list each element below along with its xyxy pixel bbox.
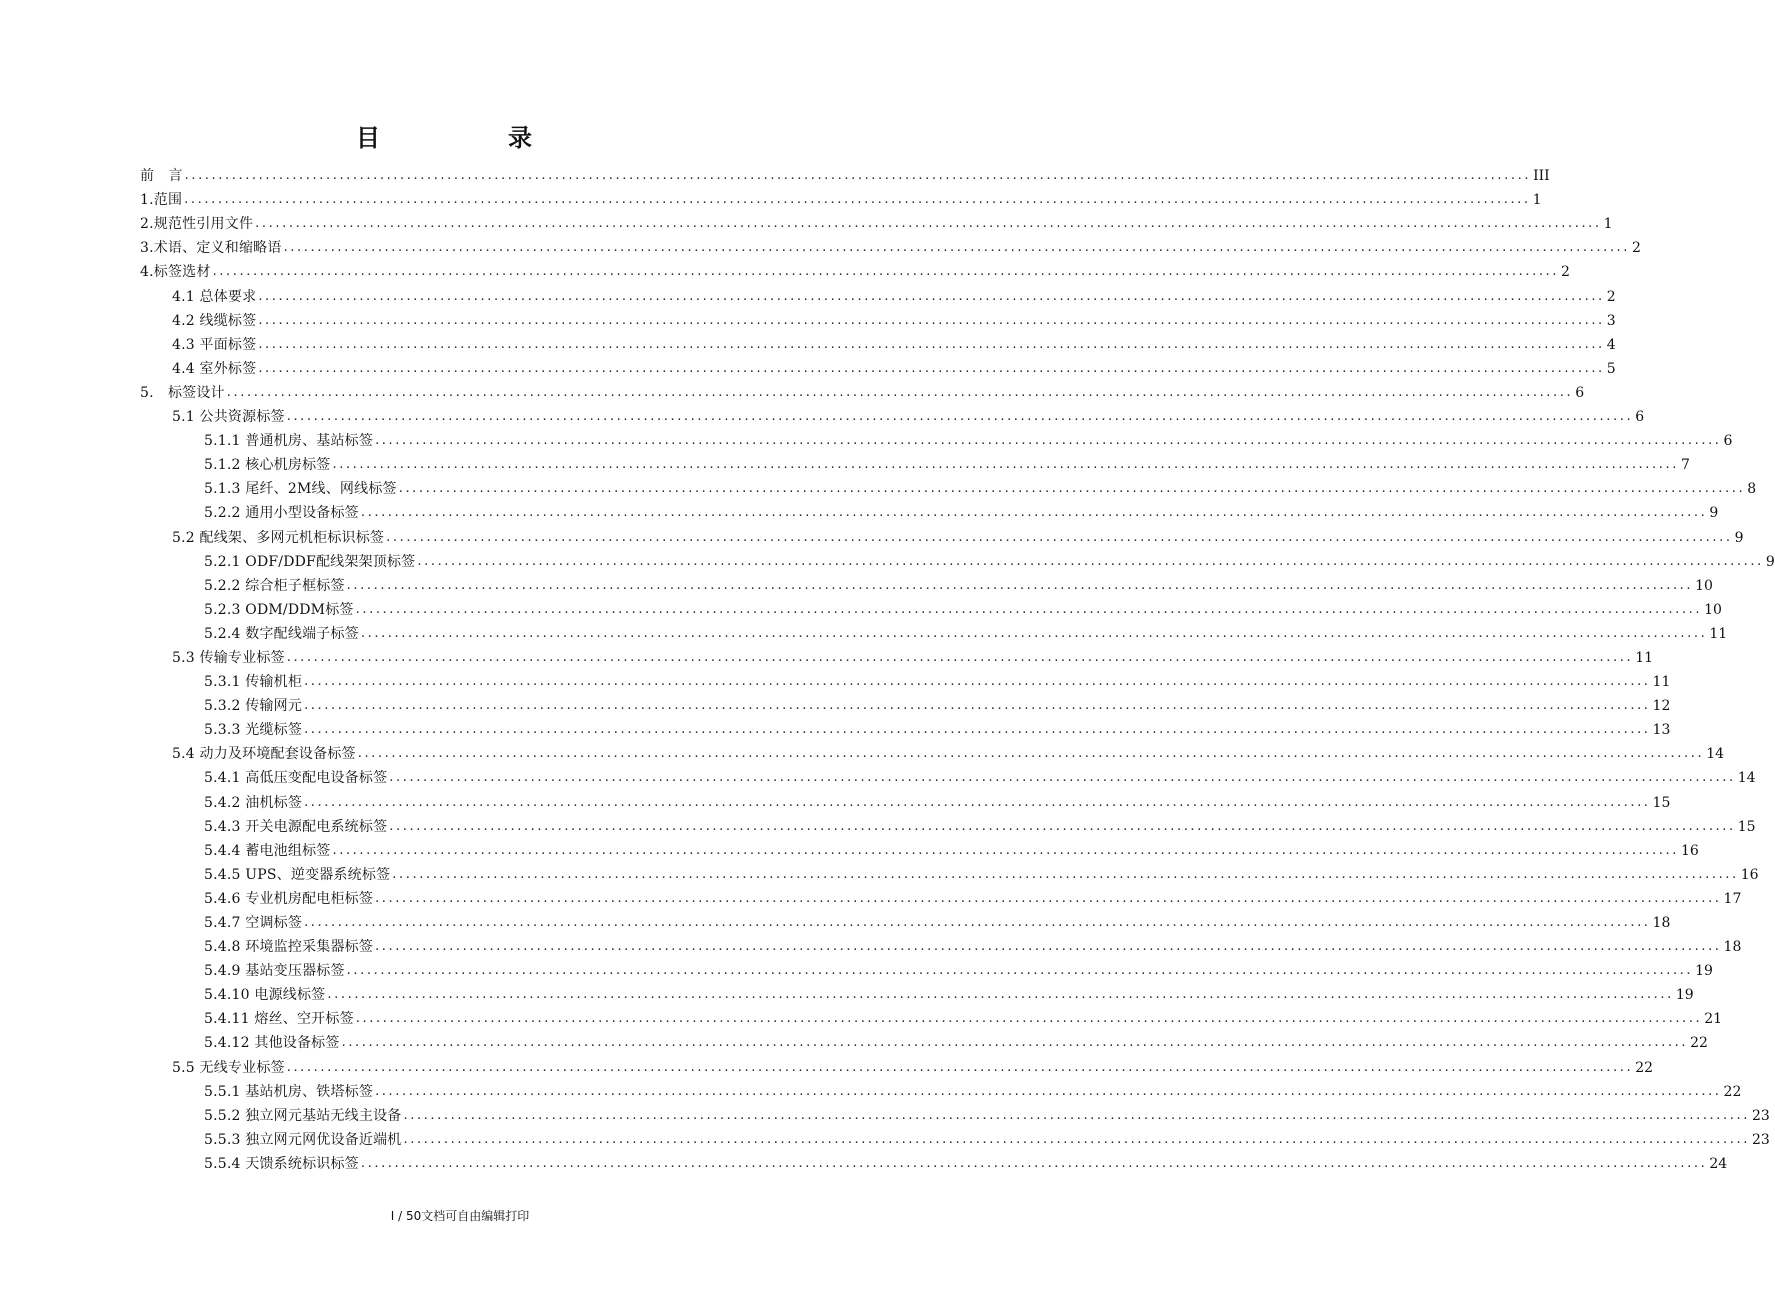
- toc-entry-page-number: 11: [1709, 625, 1728, 642]
- toc-dot-leader: ........................................................................................................................................................................................................: [355, 1011, 1703, 1027]
- toc-entry-label: 5.2.4 数字配线端子标签: [204, 625, 359, 642]
- toc-entry-label: 5.5.1 基站机房、铁塔标签: [204, 1083, 374, 1100]
- toc-entry-label: 5.2.2 综合柜子框标签: [204, 577, 345, 594]
- toc-entry-page-number: 2: [1561, 264, 1570, 281]
- toc-entry-page-number: 22: [1635, 1059, 1654, 1076]
- toc-entry-label: 5.4.2 油机标签: [204, 794, 303, 811]
- toc-entry[interactable]: [140, 1052, 1654, 1076]
- toc-dot-leader: ........................................................................................................................................................................................................: [286, 1059, 1634, 1075]
- toc-entry[interactable]: [140, 1125, 1770, 1149]
- toc-entry-page-number: 6: [1723, 433, 1733, 450]
- toc-dot-leader: ........................................................................................................................................................................................................: [226, 384, 1574, 400]
- toc-entry[interactable]: [140, 956, 1713, 980]
- toc-entry-page-number: 9: [1765, 553, 1775, 570]
- table-of-contents: [140, 161, 1775, 1173]
- toc-entry[interactable]: [140, 281, 1616, 305]
- toc-dot-leader: ........................................................................................................................................................................................................: [304, 698, 1651, 714]
- toc-entry-label: 5.5.2 独立网元基站无线主设备: [204, 1107, 402, 1124]
- toc-entry[interactable]: [140, 1077, 1742, 1101]
- toc-dot-leader: ........................................................................................................................................................................................................: [258, 336, 1605, 352]
- toc-dot-leader: ........................................................................................................................................................................................................: [304, 915, 1651, 930]
- toc-entry[interactable]: [140, 836, 1699, 860]
- toc-dot-leader: ........................................................................................................................................................................................................: [255, 216, 1602, 232]
- toc-entry-label: 3.术语、定义和缩略语: [140, 240, 282, 257]
- toc-dot-leader: ........................................................................................................................................................................................................: [304, 722, 1651, 738]
- toc-entry-page-number: 16: [1680, 842, 1699, 859]
- toc-entry-label: 5.4.3 开关电源配电系统标签: [204, 818, 388, 835]
- toc-entry-page-number: 22: [1723, 1083, 1742, 1100]
- toc-entry-label: 4.标签选材: [140, 264, 211, 281]
- toc-entry-label: 5. 标签设计: [140, 384, 225, 401]
- toc-entry[interactable]: [140, 209, 1613, 233]
- toc-dot-leader: ........................................................................................................................................................................................................: [258, 288, 1605, 304]
- toc-dot-leader: ........................................................................................................................................................................................................: [392, 866, 1739, 882]
- toc-entry-label: 5.1 公共资源标签: [172, 409, 285, 426]
- toc-entry-page-number: 17: [1723, 890, 1742, 907]
- toc-entry-page-number: 1: [1603, 216, 1613, 233]
- toc-dot-leader: ........................................................................................................................................................................................................: [286, 409, 1634, 425]
- toc-dot-leader: ........................................................................................................................................................................................................: [403, 1131, 1750, 1147]
- toc-entry-page-number: 10: [1695, 577, 1713, 594]
- toc-entry[interactable]: [140, 1004, 1723, 1028]
- toc-entry[interactable]: [140, 739, 1725, 763]
- toc-entry[interactable]: [140, 763, 1756, 787]
- toc-entry[interactable]: [140, 715, 1671, 739]
- toc-entry-label: 5.4.10 电源线标签: [204, 987, 326, 1004]
- toc-entry[interactable]: [140, 306, 1616, 330]
- toc-entry[interactable]: [140, 1101, 1770, 1125]
- toc-dot-leader: ........................................................................................................................................................................................................: [346, 577, 1694, 593]
- toc-entry[interactable]: [140, 450, 1690, 474]
- toc-entry[interactable]: [140, 330, 1616, 354]
- toc-dot-leader: ........................................................................................................................................................................................................: [398, 481, 1746, 497]
- toc-entry-label: 4.3 平面标签: [172, 336, 257, 353]
- toc-entry-label: 5.1.2 核心机房标签: [204, 457, 331, 474]
- toc-dot-leader: ........................................................................................................................................................................................................: [304, 794, 1651, 810]
- toc-entry-label: 5.1.1 普通机房、基站标签: [204, 433, 374, 450]
- toc-dot-leader: ........................................................................................................................................................................................................: [184, 192, 1531, 208]
- toc-dot-leader: ........................................................................................................................................................................................................: [389, 770, 1736, 786]
- toc-dot-leader: ........................................................................................................................................................................................................: [417, 553, 1764, 569]
- toc-entry-page-number: III: [1533, 168, 1550, 185]
- toc-entry-page-number: 7: [1680, 457, 1690, 474]
- toc-entry[interactable]: [140, 980, 1694, 1004]
- toc-dot-leader: ........................................................................................................................................................................................................: [355, 601, 1703, 617]
- toc-entry-page-number: 9: [1734, 529, 1744, 546]
- toc-entry-page-number: 6: [1575, 384, 1585, 401]
- toc-entry-label: 5.4.1 高低压变配电设备标签: [204, 770, 388, 787]
- toc-entry-label: 5.2.2 通用小型设备标签: [204, 505, 359, 522]
- toc-entry[interactable]: [140, 161, 1550, 185]
- toc-dot-leader: ........................................................................................................................................................................................................: [360, 625, 1708, 641]
- toc-entry-page-number: 18: [1723, 939, 1742, 956]
- toc-entry[interactable]: [140, 185, 1542, 209]
- page-footer: I / 50文档可自由编辑打印: [390, 1209, 530, 1223]
- toc-entry[interactable]: [140, 522, 1744, 546]
- toc-entry-label: 5.2.1 ODF/DDF配线架架顶标签: [204, 553, 416, 570]
- toc-entry[interactable]: [140, 257, 1570, 281]
- toc-dot-leader: ........................................................................................................................................................................................................: [332, 457, 1679, 473]
- toc-entry-label: 5.4.4 蓄电池组标签: [204, 842, 331, 859]
- toc-entry-page-number: 2: [1632, 240, 1641, 257]
- toc-dot-leader: ........................................................................................................................................................................................................: [389, 818, 1736, 834]
- toc-entry-page-number: 11: [1652, 674, 1671, 691]
- toc-dot-leader: ........................................................................................................................................................................................................: [346, 963, 1694, 979]
- toc-entry-page-number: 12: [1652, 698, 1671, 715]
- toc-entry[interactable]: [140, 932, 1742, 956]
- toc-entry[interactable]: [140, 547, 1775, 571]
- toc-dot-leader: ........................................................................................................................................................................................................: [375, 1083, 1722, 1099]
- toc-entry[interactable]: [140, 691, 1671, 715]
- toc-entry-page-number: 10: [1704, 601, 1722, 618]
- toc-dot-leader: ........................................................................................................................................................................................................: [360, 1155, 1708, 1171]
- toc-entry-page-number: 13: [1652, 722, 1671, 739]
- toc-dot-leader: ........................................................................................................................................................................................................: [283, 240, 1631, 256]
- toc-entry-page-number: 3: [1606, 312, 1616, 329]
- toc-entry-page-number: 4: [1606, 336, 1616, 353]
- toc-entry-label: 5.2 配线架、多网元机柜标识标签: [172, 529, 385, 546]
- toc-entry-page-number: 5: [1606, 360, 1616, 377]
- toc-dot-leader: ........................................................................................................................................................................................................: [184, 168, 1532, 184]
- toc-entry[interactable]: [140, 619, 1728, 643]
- toc-entry[interactable]: [140, 812, 1756, 836]
- toc-entry-label: 5.4.9 基站变压器标签: [204, 963, 345, 980]
- toc-entry-page-number: 2: [1606, 288, 1616, 305]
- toc-dot-leader: ........................................................................................................................................................................................................: [258, 312, 1605, 328]
- toc-dot-leader: ........................................................................................................................................................................................................: [375, 433, 1722, 449]
- toc-entry-page-number: 15: [1652, 794, 1671, 811]
- toc-entry-page-number: 19: [1695, 963, 1713, 980]
- toc-entry-page-number: 14: [1737, 770, 1756, 787]
- toc-entry-label: 5.3 传输专业标签: [172, 649, 285, 666]
- toc-entry[interactable]: [140, 1028, 1708, 1052]
- toc-entry-page-number: 24: [1709, 1155, 1728, 1172]
- toc-entry[interactable]: [140, 426, 1733, 450]
- toc-dot-leader: ........................................................................................................................................................................................................: [357, 746, 1705, 762]
- toc-entry-page-number: 16: [1740, 866, 1759, 883]
- toc-entry-label: 5.1.3 尾纤、2M线、网线标签: [204, 481, 397, 498]
- toc-entry-label: 5.5.3 独立网元网优设备近端机: [204, 1131, 402, 1148]
- toc-entry-label: 5.5 无线专业标签: [172, 1059, 285, 1076]
- toc-entry-label: 5.3.3 光缆标签: [204, 722, 303, 739]
- toc-entry-label: 5.4.8 环境监控采集器标签: [204, 939, 374, 956]
- toc-dot-leader: ........................................................................................................................................................................................................: [286, 649, 1634, 665]
- toc-entry-page-number: 9: [1709, 505, 1719, 522]
- toc-entry-page-number: 14: [1706, 746, 1725, 763]
- toc-dot-leader: ........................................................................................................................................................................................................: [332, 842, 1679, 858]
- toc-entry[interactable]: [140, 378, 1585, 402]
- toc-entry-label: 1.范围: [140, 192, 183, 209]
- toc-entry[interactable]: [140, 908, 1671, 932]
- toc-entry-page-number: 23: [1751, 1107, 1770, 1124]
- toc-entry[interactable]: [140, 860, 1759, 884]
- toc-entry[interactable]: [140, 787, 1671, 811]
- page-title: 目 录: [356, 124, 584, 152]
- toc-dot-leader: ........................................................................................................................................................................................................: [375, 890, 1722, 906]
- toc-entry[interactable]: [140, 884, 1742, 908]
- toc-entry-page-number: 11: [1635, 649, 1654, 666]
- toc-entry[interactable]: [140, 354, 1616, 378]
- toc-entry-label: 4.4 室外标签: [172, 360, 257, 377]
- toc-entry[interactable]: [140, 667, 1671, 691]
- toc-entry[interactable]: [140, 1149, 1728, 1173]
- toc-entry-page-number: 22: [1690, 1035, 1708, 1052]
- toc-dot-leader: ........................................................................................................................................................................................................: [212, 264, 1560, 280]
- toc-entry-label: 2.规范性引用文件: [140, 216, 254, 233]
- toc-entry[interactable]: [140, 498, 1719, 522]
- toc-entry-label: 5.3.1 传输机柜: [204, 674, 303, 691]
- toc-entry-label: 5.4.6 专业机房配电柜标签: [204, 890, 374, 907]
- toc-dot-leader: ........................................................................................................................................................................................................: [375, 939, 1722, 955]
- toc-entry-page-number: 21: [1704, 1011, 1723, 1028]
- toc-entry[interactable]: [140, 402, 1645, 426]
- toc-entry-label: 5.4.12 其他设备标签: [204, 1035, 340, 1052]
- toc-dot-leader: ........................................................................................................................................................................................................: [341, 1035, 1689, 1051]
- toc-entry-label: 4.2 线缆标签: [172, 312, 257, 329]
- toc-entry-page-number: 23: [1751, 1131, 1770, 1148]
- toc-entry-label: 5.5.4 天馈系统标识标签: [204, 1155, 359, 1172]
- toc-entry[interactable]: [140, 643, 1654, 667]
- toc-entry-page-number: 8: [1747, 481, 1757, 498]
- toc-entry-page-number: 1: [1532, 192, 1542, 209]
- toc-entry-page-number: 18: [1652, 915, 1671, 931]
- toc-entry[interactable]: [140, 233, 1641, 257]
- toc-dot-leader: ........................................................................................................................................................................................................: [258, 360, 1605, 376]
- toc-dot-leader: ........................................................................................................................................................................................................: [327, 987, 1674, 1003]
- toc-dot-leader: ........................................................................................................................................................................................................: [403, 1107, 1750, 1123]
- toc-entry[interactable]: [140, 571, 1713, 595]
- toc-entry-label: 5.4.11 熔丝、空开标签: [204, 1011, 354, 1028]
- toc-dot-leader: ........................................................................................................................................................................................................: [304, 674, 1651, 690]
- toc-dot-leader: ........................................................................................................................................................................................................: [360, 505, 1708, 521]
- toc-entry-label: 5.4.7 空调标签: [204, 915, 303, 931]
- toc-entry-label: 5.4.5 UPS、逆变器系统标签: [204, 866, 391, 883]
- toc-entry[interactable]: [140, 474, 1757, 498]
- toc-entry-label: 5.3.2 传输网元: [204, 698, 303, 715]
- toc-entry-label: 前 言: [140, 168, 183, 185]
- toc-dot-leader: ........................................................................................................................................................................................................: [386, 529, 1733, 545]
- toc-entry-label: 5.4 动力及环境配套设备标签: [172, 746, 356, 763]
- toc-entry-page-number: 15: [1737, 818, 1756, 835]
- toc-entry-label: 4.1 总体要求: [172, 288, 257, 305]
- toc-entry-page-number: 6: [1635, 409, 1645, 426]
- toc-entry[interactable]: [140, 595, 1722, 619]
- toc-entry-page-number: 19: [1675, 987, 1694, 1004]
- toc-entry-label: 5.2.3 ODM/DDM标签: [204, 601, 354, 618]
